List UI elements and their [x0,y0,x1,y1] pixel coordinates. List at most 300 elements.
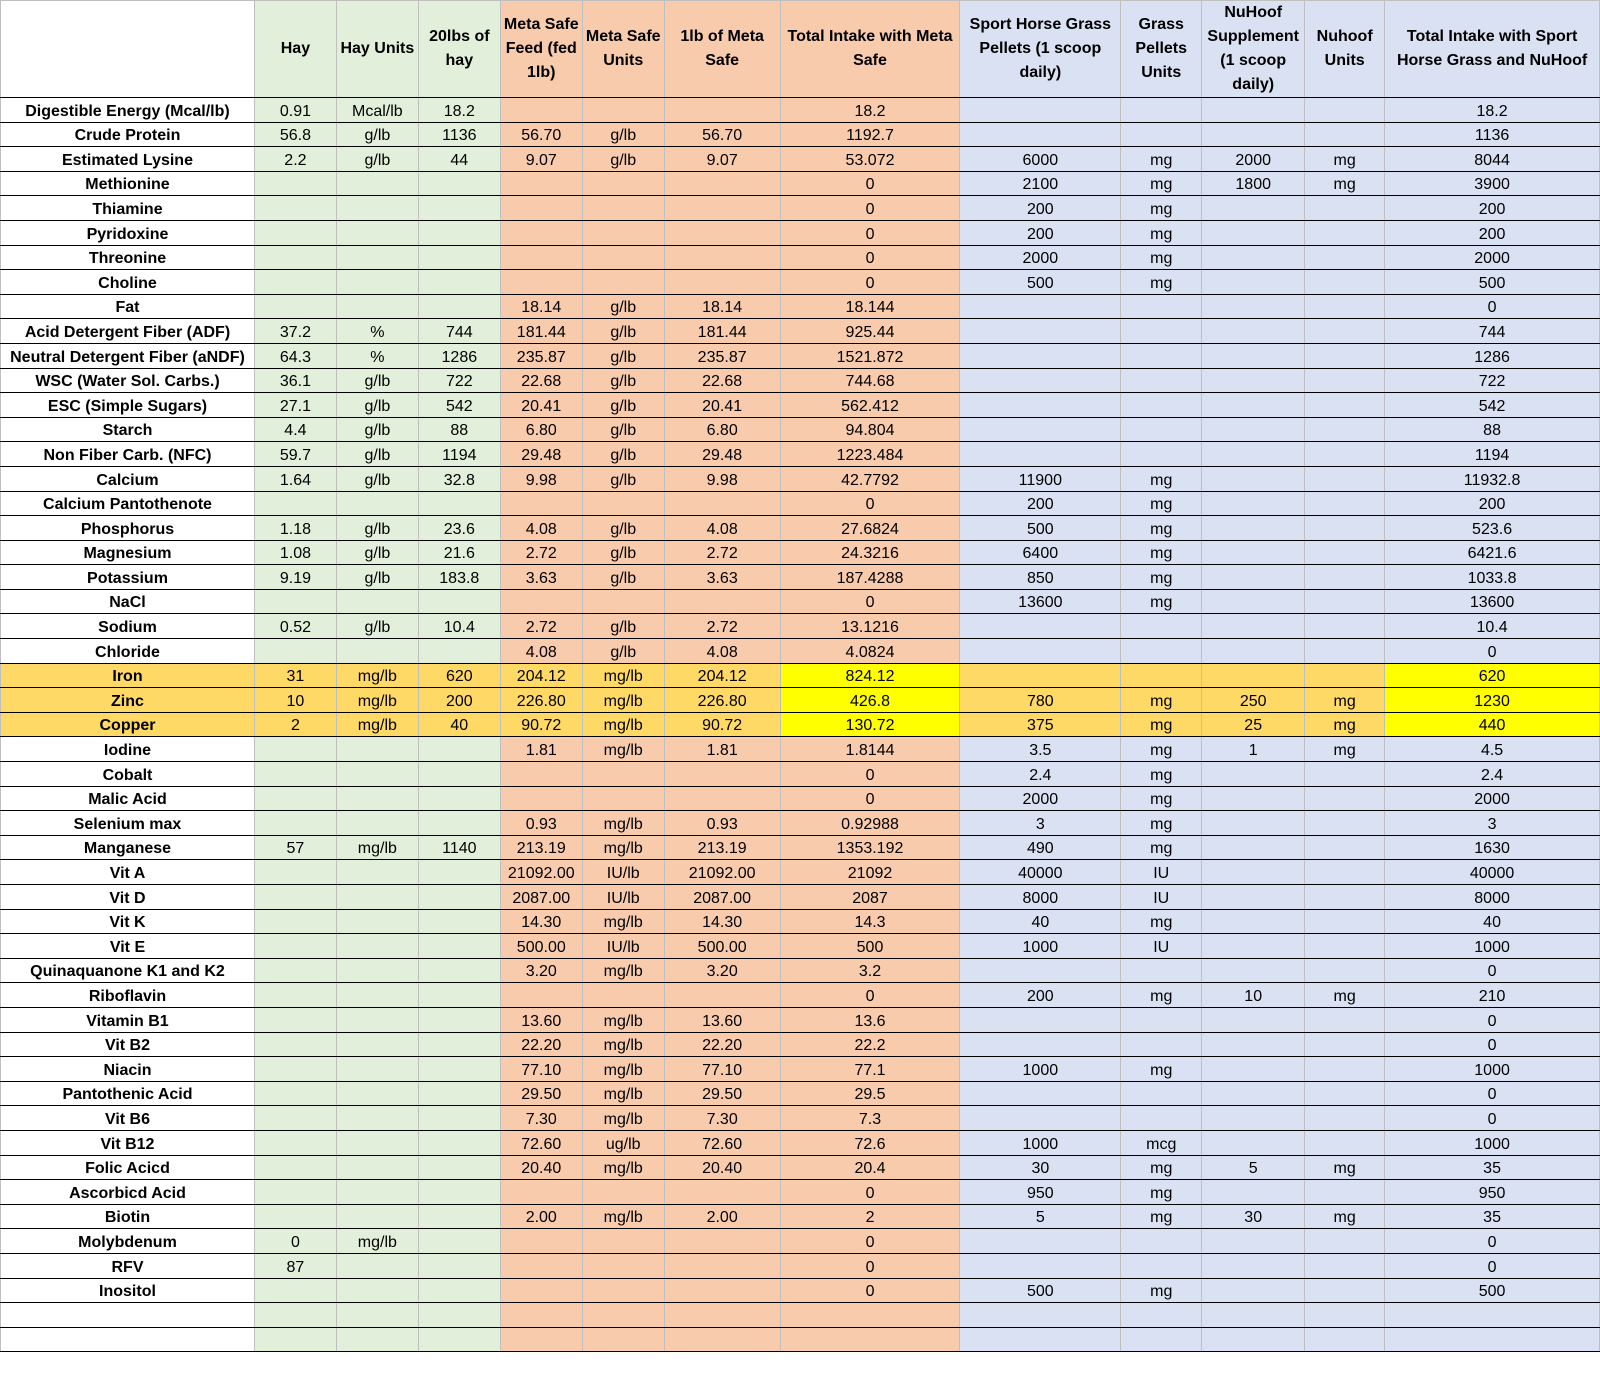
column-header-0[interactable] [1,1,255,98]
data-cell[interactable]: 0.91 [254,98,336,123]
data-cell[interactable] [1202,565,1305,590]
data-cell[interactable]: 57 [254,835,336,860]
data-cell[interactable] [664,1253,780,1278]
row-label-cell[interactable]: Manganese [1,835,255,860]
data-cell[interactable] [254,1106,336,1131]
data-cell[interactable]: g/lb [336,466,418,491]
data-cell[interactable]: 30 [960,1155,1121,1180]
data-cell[interactable] [664,1278,780,1303]
data-cell[interactable]: mg/lb [582,1007,664,1032]
data-cell[interactable] [1305,319,1385,344]
data-cell[interactable]: 200 [960,196,1121,221]
data-cell[interactable] [418,1204,500,1229]
data-cell[interactable]: g/lb [336,147,418,172]
data-cell[interactable] [960,958,1121,983]
data-cell[interactable]: mg [1121,589,1202,614]
data-cell[interactable]: 1.18 [254,516,336,541]
data-cell[interactable]: 0 [780,196,960,221]
data-cell[interactable]: 72.60 [664,1130,780,1155]
data-cell[interactable] [1305,393,1385,418]
data-cell[interactable] [664,1180,780,1205]
data-cell[interactable]: 0 [1385,1229,1600,1254]
data-cell[interactable] [418,171,500,196]
data-cell[interactable]: 0 [1385,294,1600,319]
row-label-cell[interactable]: Iron [1,663,255,688]
column-header-12[interactable]: Total Intake with Sport Horse Grass and NuHoof [1385,1,1600,98]
data-cell[interactable]: 22.68 [664,368,780,393]
data-cell[interactable] [1305,885,1385,910]
data-cell[interactable] [960,1229,1121,1254]
row-label-cell[interactable]: Estimated Lysine [1,147,255,172]
data-cell[interactable]: 11900 [960,466,1121,491]
data-cell[interactable] [336,270,418,295]
data-cell[interactable]: 6421.6 [1385,540,1600,565]
row-label-cell[interactable]: Phosphorus [1,516,255,541]
row-label-cell[interactable]: Choline [1,270,255,295]
data-cell[interactable]: g/lb [582,343,664,368]
data-cell[interactable]: 2.72 [500,614,582,639]
row-label-cell[interactable]: Methionine [1,171,255,196]
row-label-cell[interactable]: Magnesium [1,540,255,565]
data-cell[interactable] [664,171,780,196]
data-cell[interactable] [254,909,336,934]
data-cell[interactable] [1121,663,1202,688]
data-cell[interactable]: g/lb [582,442,664,467]
data-cell[interactable]: g/lb [336,442,418,467]
data-cell[interactable] [418,294,500,319]
data-cell[interactable]: 4.08 [500,639,582,664]
data-cell[interactable]: 10.4 [1385,614,1600,639]
data-cell[interactable] [254,1278,336,1303]
data-cell[interactable]: 4.5 [1385,737,1600,762]
row-label-cell[interactable]: Vit D [1,885,255,910]
data-cell[interactable] [1305,1106,1385,1131]
data-cell[interactable] [418,639,500,664]
data-cell[interactable]: 1136 [418,122,500,147]
data-cell[interactable]: 0 [780,220,960,245]
data-cell[interactable]: g/lb [336,393,418,418]
data-cell[interactable] [960,639,1121,664]
data-cell[interactable] [418,786,500,811]
data-cell[interactable]: 9.19 [254,565,336,590]
data-cell[interactable] [664,491,780,516]
data-cell[interactable]: 1230 [1385,688,1600,713]
data-cell[interactable] [664,983,780,1008]
data-cell[interactable]: 130.72 [780,712,960,737]
data-cell[interactable] [960,294,1121,319]
data-cell[interactable]: g/lb [336,540,418,565]
data-cell[interactable] [1305,1130,1385,1155]
data-cell[interactable] [664,1229,780,1254]
row-label-cell[interactable]: Potassium [1,565,255,590]
data-cell[interactable]: 0.92988 [780,811,960,836]
data-cell[interactable]: IU [1121,885,1202,910]
data-cell[interactable]: 9.98 [664,466,780,491]
data-cell[interactable]: mg [1305,1155,1385,1180]
data-cell[interactable]: 1.08 [254,540,336,565]
data-cell[interactable]: 20.40 [500,1155,582,1180]
data-cell[interactable]: 9.07 [664,147,780,172]
data-cell[interactable] [1202,196,1305,221]
data-cell[interactable] [336,196,418,221]
data-cell[interactable]: 1000 [960,1057,1121,1082]
data-cell[interactable]: g/lb [336,516,418,541]
data-cell[interactable] [1202,1278,1305,1303]
data-cell[interactable] [254,1007,336,1032]
column-header-8[interactable]: Sport Horse Grass Pellets (1 scoop daily) [960,1,1121,98]
data-cell[interactable] [1305,934,1385,959]
data-cell[interactable]: 13.60 [664,1007,780,1032]
data-cell[interactable]: mg [1121,565,1202,590]
data-cell[interactable]: 1000 [1385,934,1600,959]
data-cell[interactable]: 21092 [780,860,960,885]
data-cell[interactable] [1202,466,1305,491]
row-label-cell[interactable]: Acid Detergent Fiber (ADF) [1,319,255,344]
data-cell[interactable]: 1 [1202,737,1305,762]
data-cell[interactable] [1305,1057,1385,1082]
data-cell[interactable]: 210 [1385,983,1600,1008]
data-cell[interactable] [1121,417,1202,442]
data-cell[interactable] [1202,491,1305,516]
data-cell[interactable]: 35 [1385,1204,1600,1229]
data-cell[interactable]: g/lb [582,565,664,590]
data-cell[interactable] [418,1278,500,1303]
data-cell[interactable]: 200 [960,983,1121,1008]
data-cell[interactable] [254,1303,336,1328]
data-cell[interactable]: 29.50 [664,1081,780,1106]
data-cell[interactable]: 1521.872 [780,343,960,368]
data-cell[interactable]: 40000 [1385,860,1600,885]
data-cell[interactable] [1305,417,1385,442]
data-cell[interactable] [336,639,418,664]
row-label-cell[interactable]: Riboflavin [1,983,255,1008]
data-cell[interactable] [418,934,500,959]
data-cell[interactable]: 200 [960,491,1121,516]
data-cell[interactable]: mg [1305,688,1385,713]
data-cell[interactable]: 4.08 [664,639,780,664]
data-cell[interactable]: mg [1121,1155,1202,1180]
data-cell[interactable]: 523.6 [1385,516,1600,541]
data-cell[interactable]: g/lb [582,614,664,639]
data-cell[interactable]: mg [1121,540,1202,565]
data-cell[interactable]: 18.2 [1385,98,1600,123]
data-cell[interactable] [254,983,336,1008]
data-cell[interactable] [1305,1032,1385,1057]
data-cell[interactable]: 20.40 [664,1155,780,1180]
data-cell[interactable]: 4.08 [664,516,780,541]
row-label-cell[interactable]: Chloride [1,639,255,664]
data-cell[interactable]: 780 [960,688,1121,713]
data-cell[interactable]: g/lb [336,122,418,147]
data-cell[interactable]: IU [1121,860,1202,885]
data-cell[interactable] [1121,639,1202,664]
row-label-cell[interactable]: Cobalt [1,762,255,787]
data-cell[interactable]: mg/lb [582,688,664,713]
data-cell[interactable] [336,294,418,319]
data-cell[interactable] [336,885,418,910]
data-cell[interactable] [1202,1007,1305,1032]
data-cell[interactable]: 90.72 [664,712,780,737]
row-label-cell[interactable]: Vit B6 [1,1106,255,1131]
data-cell[interactable]: 204.12 [500,663,582,688]
data-cell[interactable] [1305,343,1385,368]
data-cell[interactable] [1305,1253,1385,1278]
data-cell[interactable] [1202,860,1305,885]
data-cell[interactable]: 42.7792 [780,466,960,491]
data-cell[interactable]: 0 [1385,1081,1600,1106]
data-cell[interactable] [664,786,780,811]
data-cell[interactable]: 1.64 [254,466,336,491]
data-cell[interactable]: mg [1305,737,1385,762]
data-cell[interactable]: 1000 [1385,1130,1600,1155]
data-cell[interactable]: % [336,343,418,368]
data-cell[interactable]: 0 [780,762,960,787]
data-cell[interactable] [960,442,1121,467]
data-cell[interactable] [1305,909,1385,934]
row-label-cell[interactable]: Calcium Pantothenote [1,491,255,516]
data-cell[interactable] [336,934,418,959]
data-cell[interactable]: g/lb [582,540,664,565]
data-cell[interactable]: mg [1305,983,1385,1008]
data-cell[interactable]: % [336,319,418,344]
data-cell[interactable] [1202,1057,1305,1082]
data-cell[interactable] [1202,122,1305,147]
data-cell[interactable] [664,98,780,123]
data-cell[interactable]: 0 [780,491,960,516]
data-cell[interactable] [254,1032,336,1057]
data-cell[interactable]: 56.8 [254,122,336,147]
data-cell[interactable] [500,1180,582,1205]
data-cell[interactable]: 500 [960,516,1121,541]
data-cell[interactable]: 426.8 [780,688,960,713]
data-cell[interactable]: 0 [780,589,960,614]
data-cell[interactable] [582,98,664,123]
data-cell[interactable] [1305,516,1385,541]
data-cell[interactable] [418,983,500,1008]
data-cell[interactable] [336,1081,418,1106]
data-cell[interactable]: 183.8 [418,565,500,590]
data-cell[interactable]: g/lb [582,516,664,541]
data-cell[interactable] [1121,393,1202,418]
data-cell[interactable] [1202,835,1305,860]
data-cell[interactable]: 44 [418,147,500,172]
data-cell[interactable]: mg [1121,491,1202,516]
data-cell[interactable] [418,1155,500,1180]
data-cell[interactable]: 500 [780,934,960,959]
data-cell[interactable]: 250 [1202,688,1305,713]
data-cell[interactable] [1305,1327,1385,1352]
data-cell[interactable]: 500.00 [500,934,582,959]
data-cell[interactable] [960,614,1121,639]
data-cell[interactable] [418,1253,500,1278]
data-cell[interactable]: 0 [1385,1032,1600,1057]
data-cell[interactable]: 187.4288 [780,565,960,590]
data-cell[interactable] [1305,762,1385,787]
data-cell[interactable]: 2000 [1385,245,1600,270]
data-cell[interactable] [418,1327,500,1352]
data-cell[interactable] [1202,1180,1305,1205]
data-cell[interactable] [1202,98,1305,123]
data-cell[interactable] [418,270,500,295]
data-cell[interactable]: 20.4 [780,1155,960,1180]
data-cell[interactable] [500,786,582,811]
data-cell[interactable] [1305,1007,1385,1032]
data-cell[interactable]: mg [1121,1180,1202,1205]
data-cell[interactable] [254,491,336,516]
data-cell[interactable]: 9.98 [500,466,582,491]
data-cell[interactable]: 2.00 [500,1204,582,1229]
row-label-cell[interactable]: Thiamine [1,196,255,221]
data-cell[interactable]: 18.14 [664,294,780,319]
data-cell[interactable] [582,762,664,787]
row-label-cell[interactable]: Iodine [1,737,255,762]
data-cell[interactable] [336,1278,418,1303]
data-cell[interactable] [1202,885,1305,910]
data-cell[interactable]: 2.00 [664,1204,780,1229]
data-cell[interactable]: mg [1305,1204,1385,1229]
data-cell[interactable] [960,98,1121,123]
data-cell[interactable] [254,1130,336,1155]
row-label-cell[interactable]: Ascorbicd Acid [1,1180,255,1205]
row-label-cell[interactable]: Niacin [1,1057,255,1082]
data-cell[interactable] [336,491,418,516]
column-header-11[interactable]: Nuhoof Units [1305,1,1385,98]
data-cell[interactable] [1202,909,1305,934]
row-label-cell[interactable]: Fat [1,294,255,319]
data-cell[interactable] [254,1081,336,1106]
data-cell[interactable] [1305,294,1385,319]
data-cell[interactable]: 2087.00 [664,885,780,910]
data-cell[interactable] [1305,1229,1385,1254]
data-cell[interactable]: 22.68 [500,368,582,393]
data-cell[interactable] [1202,294,1305,319]
data-cell[interactable]: 204.12 [664,663,780,688]
data-cell[interactable]: 0 [1385,1007,1600,1032]
column-header-9[interactable]: Grass Pellets Units [1121,1,1202,98]
data-cell[interactable]: 72.60 [500,1130,582,1155]
data-cell[interactable] [1305,835,1385,860]
data-cell[interactable]: g/lb [582,417,664,442]
data-cell[interactable] [960,122,1121,147]
data-cell[interactable] [254,220,336,245]
data-cell[interactable] [500,491,582,516]
data-cell[interactable]: 0 [780,171,960,196]
data-cell[interactable] [418,860,500,885]
data-cell[interactable]: mg/lb [582,909,664,934]
data-cell[interactable]: 77.1 [780,1057,960,1082]
data-cell[interactable]: 23.6 [418,516,500,541]
data-cell[interactable] [1305,368,1385,393]
data-cell[interactable] [418,1081,500,1106]
data-cell[interactable]: mg [1121,196,1202,221]
data-cell[interactable] [664,1303,780,1328]
data-cell[interactable] [582,245,664,270]
data-cell[interactable]: 0 [780,1229,960,1254]
data-cell[interactable]: mg [1121,1204,1202,1229]
data-cell[interactable] [254,639,336,664]
row-label-cell[interactable]: Starch [1,417,255,442]
data-cell[interactable]: g/lb [336,417,418,442]
row-label-cell[interactable]: Calcium [1,466,255,491]
data-cell[interactable]: 620 [1385,663,1600,688]
data-cell[interactable]: 226.80 [664,688,780,713]
data-cell[interactable]: 200 [1385,196,1600,221]
data-cell[interactable] [500,983,582,1008]
data-cell[interactable] [418,1180,500,1205]
data-cell[interactable]: 0 [780,786,960,811]
data-cell[interactable]: mg [1121,466,1202,491]
data-cell[interactable]: g/lb [582,294,664,319]
data-cell[interactable] [1202,811,1305,836]
data-cell[interactable] [960,343,1121,368]
data-cell[interactable] [336,171,418,196]
data-cell[interactable]: 0 [780,983,960,1008]
data-cell[interactable]: 3.20 [500,958,582,983]
row-label-cell[interactable]: Folic Acicd [1,1155,255,1180]
data-cell[interactable]: mg [1121,762,1202,787]
data-cell[interactable]: 2000 [960,786,1121,811]
data-cell[interactable] [664,196,780,221]
data-cell[interactable] [1202,1303,1305,1328]
data-cell[interactable] [254,1180,336,1205]
data-cell[interactable]: 722 [1385,368,1600,393]
data-cell[interactable]: mg/lb [582,1106,664,1131]
data-cell[interactable]: 40 [1385,909,1600,934]
data-cell[interactable] [960,417,1121,442]
data-cell[interactable]: 14.30 [664,909,780,934]
data-cell[interactable]: 950 [1385,1180,1600,1205]
data-cell[interactable] [1202,368,1305,393]
data-cell[interactable]: 3.63 [664,565,780,590]
data-cell[interactable] [1305,614,1385,639]
data-cell[interactable]: mg/lb [336,835,418,860]
data-cell[interactable] [254,1327,336,1352]
data-cell[interactable] [336,1155,418,1180]
data-cell[interactable] [418,1303,500,1328]
data-cell[interactable]: 1136 [1385,122,1600,147]
data-cell[interactable]: 36.1 [254,368,336,393]
data-cell[interactable] [1305,811,1385,836]
data-cell[interactable]: mg/lb [582,835,664,860]
data-cell[interactable]: 213.19 [500,835,582,860]
data-cell[interactable] [254,737,336,762]
data-cell[interactable]: 500.00 [664,934,780,959]
data-cell[interactable]: 5 [960,1204,1121,1229]
data-cell[interactable] [1385,1303,1600,1328]
data-cell[interactable] [500,1303,582,1328]
data-cell[interactable]: g/lb [582,639,664,664]
data-cell[interactable]: 1000 [960,1130,1121,1155]
row-label-cell[interactable]: Malic Acid [1,786,255,811]
data-cell[interactable]: mg [1121,688,1202,713]
data-cell[interactable] [1305,860,1385,885]
data-cell[interactable]: g/lb [336,368,418,393]
data-cell[interactable]: 1286 [418,343,500,368]
data-cell[interactable]: mg/lb [582,712,664,737]
data-cell[interactable]: 40 [418,712,500,737]
data-cell[interactable] [960,1032,1121,1057]
data-cell[interactable]: 56.70 [664,122,780,147]
data-cell[interactable]: IU/lb [582,934,664,959]
data-cell[interactable]: 8000 [1385,885,1600,910]
data-cell[interactable]: 1630 [1385,835,1600,860]
data-cell[interactable] [336,1007,418,1032]
data-cell[interactable] [960,1106,1121,1131]
data-cell[interactable] [582,1180,664,1205]
data-cell[interactable]: 7.30 [664,1106,780,1131]
data-cell[interactable] [582,786,664,811]
data-cell[interactable]: mg [1121,171,1202,196]
